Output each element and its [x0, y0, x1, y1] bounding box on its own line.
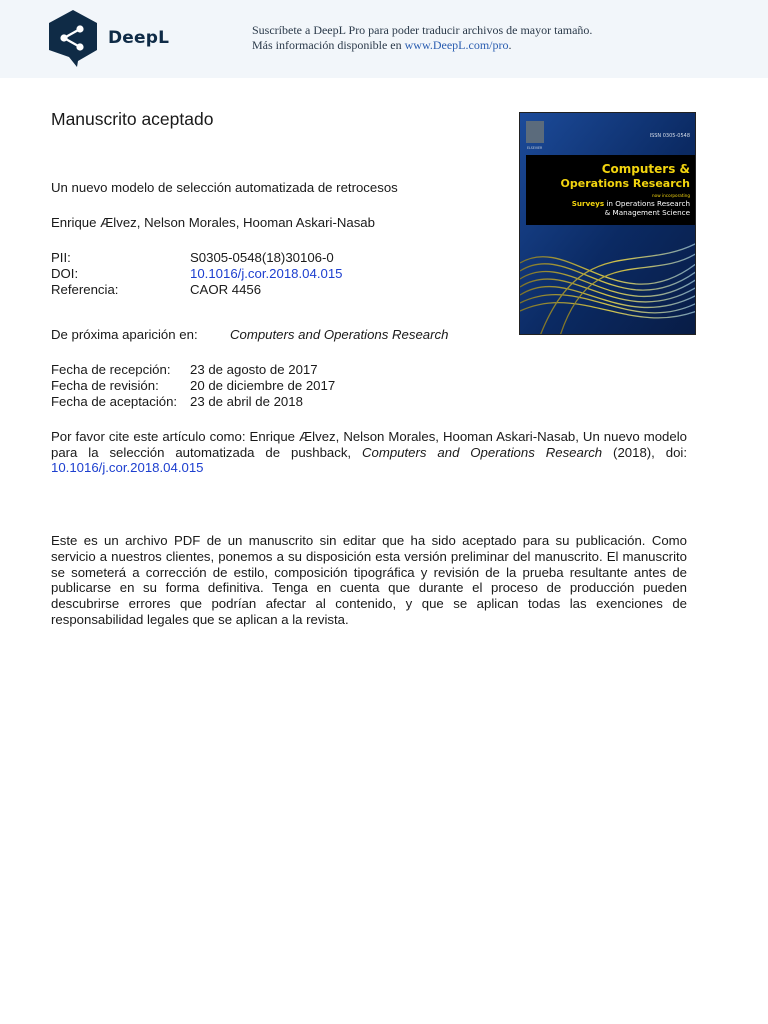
cover-surveys-rest: in Operations Research [604, 199, 690, 208]
pii-label: PII: [51, 250, 71, 265]
cover-issn: ISSN 0305-0548 [649, 133, 690, 139]
deepl-logo-icon [47, 9, 99, 67]
banner-line-2 [252, 38, 592, 53]
upcoming-journal: Computers and Operations Research [230, 327, 449, 342]
date-row-revised [51, 378, 335, 394]
citation-journal: Computers and Operations Research [362, 444, 603, 460]
received-label: Fecha de recepción: [51, 362, 171, 377]
banner-line-2-suffix: . [508, 38, 512, 52]
identifier-row-pii [51, 250, 343, 266]
article-title: Un nuevo modelo de selección automatizada de retrocesos [51, 180, 398, 195]
deepl-pro-link[interactable]: www.DeepL.com/pro [404, 38, 509, 52]
banner-line-2-prefix: Más información disponible en [252, 38, 405, 52]
revised-label: Fecha de revisión: [51, 378, 159, 393]
journal-cover-art [520, 113, 696, 335]
identifier-row-reference [51, 282, 343, 298]
citation-year: (2018), doi: [602, 444, 688, 460]
banner-line-1: Suscríbete a DeepL Pro para poder traducir archivos de mayor tamaño. [252, 23, 593, 37]
doi-label: DOI: [51, 266, 79, 281]
cover-now-incorporating: now incorporating [651, 193, 690, 198]
article-authors: Enrique Ælvez, Nelson Morales, Hooman Askari-Nasab [51, 215, 375, 230]
journal-cover-image [519, 112, 696, 335]
identifiers-block [51, 250, 343, 298]
citation-doi-link[interactable]: 10.1016/j.cor.2018.04.015 [51, 460, 204, 476]
accepted-label: Fecha de aceptación: [51, 394, 178, 409]
dates-block [51, 362, 335, 410]
received-value: 23 de agosto de 2017 [190, 362, 318, 377]
cover-title-line-2: Operations Research [560, 177, 690, 190]
deepl-brand-name: DeepL [108, 28, 170, 48]
elsevier-tree-icon [526, 121, 544, 143]
page-title: Manuscrito aceptado [51, 109, 214, 129]
cover-surveys-line-2: & Management Science [604, 208, 690, 217]
doi-link[interactable]: 10.1016/j.cor.2018.04.015 [190, 266, 343, 281]
accepted-value: 23 de abril de 2018 [190, 394, 303, 409]
citation-prefix: Por favor cite este artículo como: Enrique Ælvez, Nelson Morales, Hooman Askari-Nasab, Un nuevo modelo para la selección automatizada de pushback, [51, 429, 687, 460]
cover-publisher: ELSEVIER [527, 146, 543, 150]
disclaimer-paragraph: Este es un archivo PDF de un manuscrito sin editar que ha sido aceptado para su publicación. Como servicio a nuestros clientes, ponemos a su disposición esta versión preliminar del manuscrito. El manuscrito se someterá a corrección de estilo, composición tipográfica y revisión de la prueba resultante antes de publicarse en su forma definitiva. Tenga en cuenta que durante el proceso de producción pueden descubrirse errores que podrían afectar al contenido, y que se aplican todas las exenciones de responsabilidad legales que se aplican a la revista. [51, 533, 687, 627]
cover-title-line-1: Computers & [601, 162, 690, 176]
date-row-accepted [51, 394, 335, 410]
revised-value: 20 de diciembre de 2017 [190, 378, 336, 393]
deepl-banner [0, 0, 768, 78]
cover-surveys-line-1 [572, 199, 690, 208]
upcoming-label: De próxima aparición en: [51, 327, 198, 342]
deepl-logo[interactable] [47, 9, 169, 67]
citation-paragraph [51, 429, 687, 476]
identifier-row-doi [51, 266, 343, 282]
date-row-received [51, 362, 335, 378]
banner-message [252, 23, 592, 53]
reference-label: Referencia: [51, 282, 119, 297]
pii-value: S0305-0548(18)30106-0 [190, 250, 334, 265]
upcoming-in-row [51, 327, 448, 342]
reference-value: CAOR 4456 [190, 282, 262, 297]
cover-surveys-bold: Surveys [571, 199, 605, 208]
